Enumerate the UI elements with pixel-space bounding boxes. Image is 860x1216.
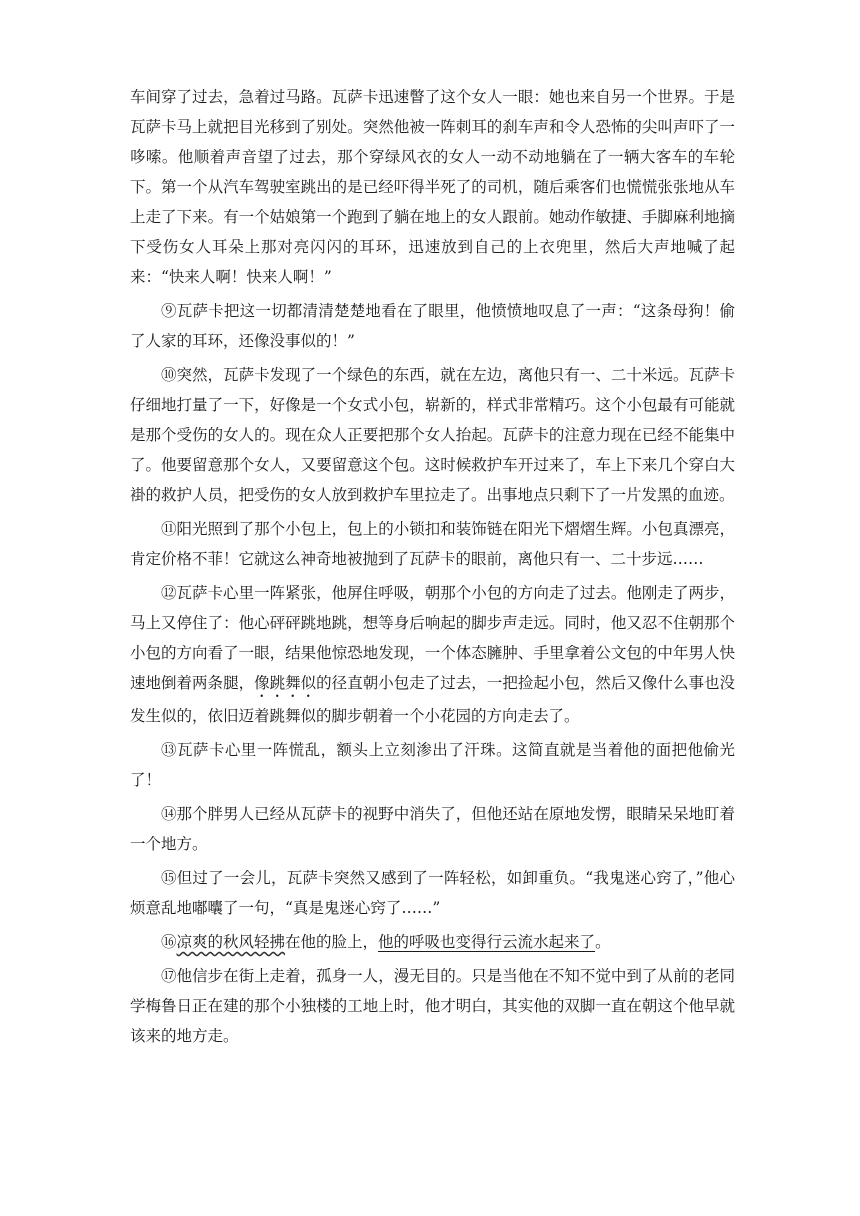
paragraph-14: ⑭那个胖男人已经从瓦萨卡的视野中消失了，但他还站在原地发愣，眼睛呆呆地盯着一个地方。	[130, 805, 735, 853]
paragraph-16	[130, 927, 735, 957]
paragraph-17: ⑰他信步在街上走着，孤身一人，漫无目的。只是当他在不知不觉中到了从前的老同学梅鲁日正在建的那个小独楼的工地上时，他才明白，其实他的双脚一直在朝这个他早就该来的地方走。	[130, 967, 735, 1045]
paragraph-8-continued: 车间穿了过去，急着过马路。瓦萨卡迅速瞥了这个女人一眼：她也来自另一个世界。于是瓦萨卡马上就把目光移到了别处。突然他被一阵刺耳的刹车声和令人恐怖的尖叫声吓了一哆嗦。他顺着声音望了过去，那个穿绿风衣的女人一动不动地躺在了一辆大客车的车轮下。第一个从汽车驾驶室跳出的是已经吓得半死了的司机，随后乘客们也慌慌张张地从车上走了下来。有一个姑娘第一个跑到了躺在地上的女人跟前。她动作敏捷、手脚麻利地摘下受伤女人耳朵上那对亮闪闪的耳环，迅速放到自己的上衣兜里，然后大声地喊了起来：“快来人啊！快来人啊！”	[130, 88, 735, 286]
underlined-sentence: 他的呼吸也变得行云流水起来了	[378, 933, 596, 951]
paragraph-12-text-b: 的径直朝小包走了过去，一把捡起小包，然后又像什么事也没发生似的，依旧迈着跳舞似的脚步朝着一个小花园的方向走去了。	[130, 674, 735, 725]
paragraph-13: ⑬瓦萨卡心里一阵慌乱，额头上立刻渗出了汗珠。这简直就是当着他的面把他偷光了！	[130, 741, 735, 789]
paragraph-11: ⑪阳光照到了那个小包上，包上的小锁扣和装饰链在阳光下熠熠生辉。小包真漂亮，肯定价格不菲！它就这么神奇地被抛到了瓦萨卡的眼前，离他只有一、二十步远……	[130, 520, 735, 568]
paragraph-16-end: 。	[595, 933, 611, 951]
paragraph-15: ⑮但过了一会儿，瓦萨卡突然又感到了一阵轻松，如卸重负。“我鬼迷心窍了，”他心烦意乱地嘟囔了一句，“真是鬼迷心窍了……”	[130, 869, 735, 917]
paragraph-16-number: ⑯	[161, 933, 177, 951]
paragraph-16-mid: 在他的脸上，	[285, 933, 379, 951]
paragraph-9: ⑨瓦萨卡把这一切都清清楚楚地看在了眼里，他愤愤地叹息了一声：“这条母狗！偷了人家的耳环，还像没事似的！”	[130, 302, 735, 350]
wavy-underlined-phrase: 凉爽的秋风轻拂	[176, 933, 286, 951]
paragraph-12-text-a: ⑫瓦萨卡心里一阵紧张，他屏住呼吸，朝那个小包的方向走了过去。他刚走了两步，马上又停住了：他心砰砰跳地跳，想等身后响起的脚步声走远。同时，他又忍不住朝那个小包的方向看了一眼，结果他惊恐地发现，一个体态臃肿、手里拿着公文包的中年男人快速地倒着两条腿，	[130, 584, 735, 692]
emphasis-dotted-phrase: 像跳舞似	[254, 674, 317, 692]
paragraph-12	[130, 578, 735, 731]
paragraph-10: ⑩突然，瓦萨卡发现了一个绿色的东西，就在左边，离他只有一、二十米远。瓦萨卡仔细地打量了一下，好像是一个女式小包，崭新的，样式非常精巧。这个小包最有可能就是那个受伤的女人的。现在众人正要把那个女人抬起。瓦萨卡的注意力现在已经不能集中了。他要留意那个女人，又要留意这个包。这时候救护车开过来了，车上下来几个穿白大褂的救护人员，把受伤的女人放到救护车里拉走了。出事地点只剩下了一片发黑的血迹。	[130, 366, 735, 504]
article-body	[130, 82, 735, 1055]
